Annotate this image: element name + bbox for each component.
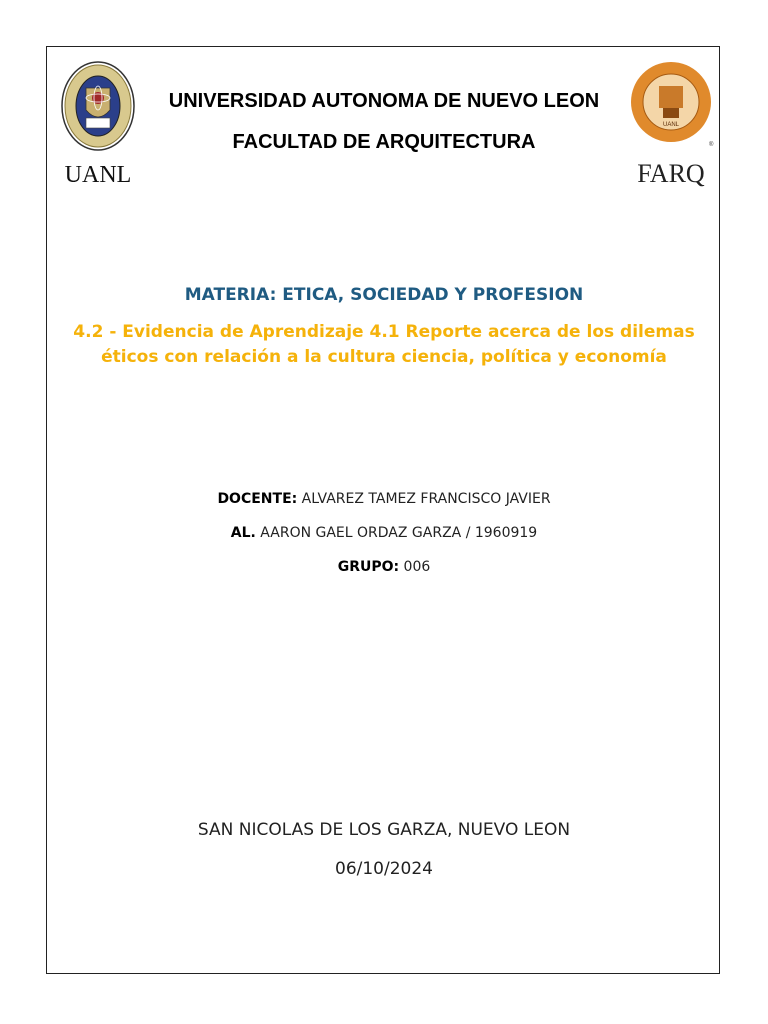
student-line	[0, 525, 768, 541]
farq-seal-logo	[626, 60, 716, 188]
farq-wordmark: FARQ	[637, 159, 705, 188]
date: 06/10/2024	[335, 859, 433, 879]
svg-text:®: ®	[709, 142, 714, 148]
group-label: GRUPO:	[337, 559, 400, 575]
student-label: AL.	[230, 525, 256, 541]
group-line	[0, 559, 768, 575]
teacher-label: DOCENTE:	[217, 491, 298, 507]
teacher-line	[0, 491, 768, 507]
group-value: 006	[399, 559, 431, 575]
teacher-name: ALVAREZ TAMEZ FRANCISCO JAVIER	[297, 491, 551, 507]
uanl-shield-logo	[56, 58, 140, 188]
uanl-wordmark: UANL	[64, 162, 132, 188]
subject-heading: MATERIA: ETICA, SOCIEDAD Y PROFESION	[184, 285, 584, 305]
student-name: AARON GAEL ORDAZ GARZA / 1960919	[255, 525, 538, 541]
faculty-title: FACULTAD DE ARQUITECTURA	[232, 131, 536, 153]
evidence-title	[56, 320, 712, 370]
location: SAN NICOLAS DE LOS GARZA, NUEVO LEON	[197, 820, 571, 840]
evidence-line-1: 4.2 - Evidencia de Aprendizaje 4.1 Reporte acerca de los dilemas	[73, 322, 695, 342]
farq-seal-inner-text: UANL	[662, 122, 680, 128]
university-title: UNIVERSIDAD AUTONOMA DE NUEVO LEON	[168, 90, 600, 112]
evidence-line-2: éticos con relación a la cultura ciencia, política y economía	[101, 347, 667, 367]
